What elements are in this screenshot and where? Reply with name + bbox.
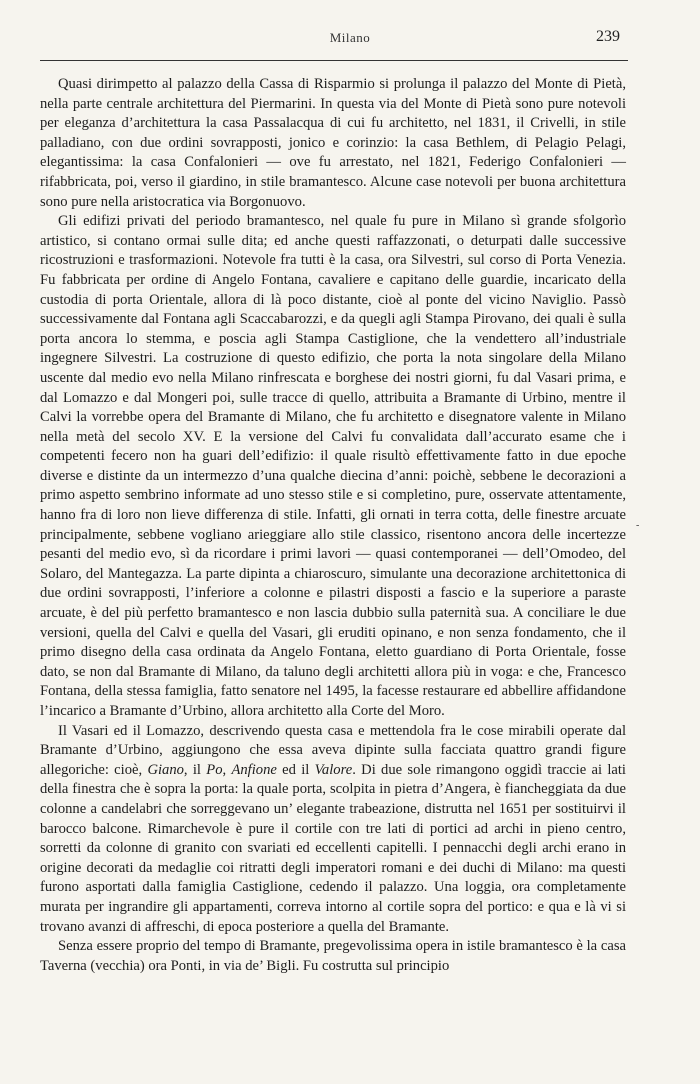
- margin-mark: -: [636, 520, 640, 531]
- paragraph-text: Gli edifizi privati del periodo bramantesco, nel quale fu pure in Milano sì grande sfolgorìo artistico, si contano ormai sulle dita; ed anche questi raffazzonati, o deturpati dalle successive ricostruzioni e trasformazioni. Notevole fra tutti è la casa, ora Silvestri, sul corso di Porta Venezia. Fu fabbricata per ordine di Angelo Fontana, cavaliere e capitano delle guardie, incaricato della custodia di porta Orientale, allora di là poco distante, cioè al ponte del vicino Naviglio. Passò successivamente dal Fontana agli Scaccabarozzi, e da quegli agli Stampa Pirovano, dei quali è sulla porta ancora lo stemma, e poscia agli Stampa Castiglione, che la vendettero all’industriale ingegnere Silvestri. La costruzione di questo edifizio, che porta la nota singolare della Milano uscente dal medio evo nella Milano rinfrescata e borghese dei nostri giorni, fu dal Vasari prima, e dal Lomazzo e dal Mongeri poi, sulle tracce di quello, attribuita a Bramante di Urbino, mentre il Calvi la vorrebbe opera del Bramante di Milano, che fu architetto e disegnatore valente in Milano nella metà del secolo XV. E la versione del Calvi fu convalidata dall’accurato esame che i competenti fecero non ha guari dell’edifizio: il quale risultò effettivamente fatto in due epoche diverse e distinte da un intermezzo d’una qualche diecina d’anni: poichè, sebbene le decorazioni a primo aspetto sembrino informate ad uno stesso stile e si completino, pure, osservate attentamente, hanno fra di loro non lieve differenza di stile. Infatti, gli ornati in terra cotta, delle finestre arcuate principalmente, sebbene vogliano arieggiare allo stile classico, risentono ancora delle incertezze pesanti del medio evo, sì da ricordare i primi lavori — quasi contemporanei — dell’Omodeo, del Solaro, del Mantegazza. La parte dipinta a chiaroscuro, simulante una decorazione architettonica di due ordini sovrapposti, l’inferiore a colonne e pilastri disposti a fascio e la superiore a paraste arcuate, è del più perfetto bramantesco e non lascia dubbio sulla paternità sua. A conciliare le due versioni, quella del Calvi e quella del Vasari, gli eruditi opinano, e non senza fondamento, che il primo disegno della casa ordinata da Angelo Fontana, eletto guardiano di Porta Orientale, fosse dato, se non dal Bramante di Milano, da taluno degli architetti allora più in voga: e che, Francesco Fontana, della stessa famiglia, fatto senatore nel 1495, la facesse restaurare ed abbellire affidandone l’incarico a Bramante d’Urbino, allora architetto alla Corte del Moro.: [40, 213, 626, 719]
- paragraph-text: Quasi dirimpetto al palazzo della Cassa di Risparmio si prolunga il palazzo del Monte di Pietà, nella parte centrale architettura del Piermarini. In questa via del Monte di Pietà sono pure notevoli per eleganza d’architettura la casa Passalacqua di cui fu architetto, nel 1831, il Crivelli, in stile palladiano, con due ordini sovrapposti, jonico e corinzio: la casa Bethlem, di Pelagio Pelagi, elegantissima: la casa Confalonieri — ove fu arrestato, nel 1821, Federigo Confalonieri — rifabbricata, poi, verso il giardino, in stile bramantesco. Alcune case notevoli per buona architettura sono pure nella aristocratica via Borgonuovo.: [40, 76, 626, 210]
- paragraph-casa-silvestri: [40, 212, 626, 721]
- page-number: 239: [596, 28, 620, 45]
- body-text: [40, 75, 626, 976]
- paragraph-casa-taverna: [40, 937, 626, 976]
- figure-name-po: Po: [206, 761, 223, 778]
- running-head: [0, 28, 700, 52]
- paragraph-text: . Di due sole rimangono oggidì traccie ai lati della finestra che è sopra la porta: la quale porta, scolpita in pietra d’Angera, è fiancheggiata da due colonne a candelabri che sorreggevano un’ elegante trabeazione, distrutta nel 1651 per sostituirvi il barocco balcone. Rimarchevole è pure il cortile con tre lati di portici ad archi in pieno centro, sorretti da colonne di granito con svariati ed eccellenti capitelli. I pennacchi degli archi erano in origine decorati da medaglie coi ritratti degli imperatori romani e dei duchi di Milano: ma questi furono asportati dalla famiglia Castiglione, cedendo il palazzo. Una loggia, ora completamente murata per ingrandire gli appartamenti, correva intorno al cortile sopra del portico: e qua e là vi si trovano avanzi di affreschi, di epoca posteriore a quella del Bramante.: [40, 761, 626, 935]
- paragraph-text: , il: [183, 761, 207, 778]
- paragraph-text: Il Vasari ed il Lomazzo, descrivendo questa casa e mettendola fra le cose mirabili operate dal Bramante d’Urbino, aggiungono che essa aveva dipinte sulla facciata quattro grandi figure allegoriche: cioè,: [40, 722, 626, 778]
- paragraph-vasari-lomazzo: [40, 722, 626, 938]
- running-title: Milano: [329, 30, 371, 45]
- paragraph-text: ed il: [276, 761, 315, 778]
- figure-name-valore: Valore: [314, 761, 353, 778]
- paragraph-text: Senza essere proprio del tempo di Bramante, pregevolissima opera in istile bramantesco è la casa Taverna (vecchia) ora Ponti, in via de’ Bigli. Fu costrutta sul principio: [40, 938, 626, 974]
- header-rule: [40, 60, 628, 61]
- paragraph-text: ,: [222, 761, 232, 778]
- figure-name-giano: Giano: [147, 761, 184, 778]
- figure-name-anfione: Anfione: [231, 761, 277, 778]
- paragraph-monte-di-pieta: [40, 75, 626, 212]
